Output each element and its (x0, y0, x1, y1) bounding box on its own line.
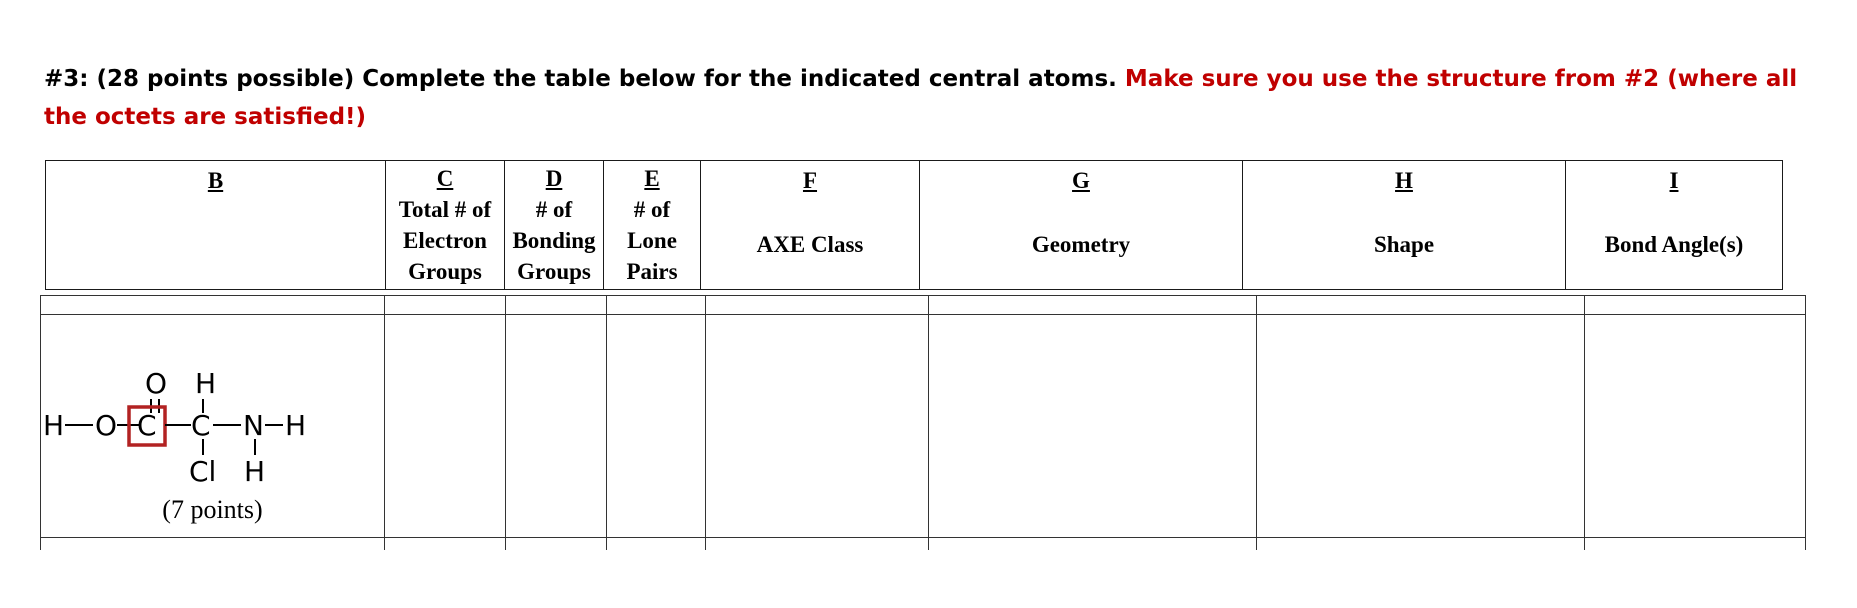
atom-o-top: O (145, 367, 168, 400)
stub-cell (607, 538, 706, 551)
answer-cell-g[interactable] (929, 315, 1257, 538)
col-e-line3: Pairs (626, 259, 678, 284)
col-g-header (920, 161, 1243, 290)
col-i-label: Bond Angle(s) (1604, 232, 1744, 257)
atom-o-left: O (95, 409, 118, 442)
spacer-cell (929, 296, 1257, 315)
atom-cl: Cl (189, 455, 217, 488)
col-d-line3: Groups (517, 259, 591, 284)
stub-cell (506, 538, 607, 551)
spacer-cell (506, 296, 607, 315)
atom-h-bottom: H (244, 455, 266, 488)
structure-cell (41, 315, 385, 538)
stub-cell (929, 538, 1257, 551)
stub-cell (385, 538, 506, 551)
spacer-cell (706, 296, 929, 315)
stub-cell (706, 538, 929, 551)
col-c-line1: Total # of (398, 197, 492, 222)
instruction-text: #3: (28 points possible) Complete the table below for the indicated central atoms. (44, 66, 1117, 92)
col-e-line1: # of (633, 197, 671, 222)
col-e-line2: Lone (627, 228, 677, 253)
answer-cell-i[interactable] (1585, 315, 1806, 538)
col-c-header (386, 161, 505, 290)
spacer-row (41, 296, 1806, 315)
col-c-letter: C (436, 166, 454, 191)
col-f-header (701, 161, 920, 290)
answer-cell-f[interactable] (706, 315, 929, 538)
col-b-header (46, 161, 386, 290)
col-h-label: Shape (1373, 232, 1435, 257)
spacer-cell (607, 296, 706, 315)
answer-cell-h[interactable] (1257, 315, 1585, 538)
atom-c-central: C (137, 409, 157, 442)
points-label: (7 points) (162, 495, 263, 524)
stub-cell (1257, 538, 1585, 551)
answer-cell-e[interactable] (607, 315, 706, 538)
answer-cell-c[interactable] (385, 315, 506, 538)
col-g-label: Geometry (1031, 232, 1131, 257)
spacer-cell (1257, 296, 1585, 315)
col-h-letter: H (1395, 168, 1413, 193)
table-row (41, 315, 1806, 538)
spacer-cell (1585, 296, 1806, 315)
col-d-line2: Bonding (512, 228, 596, 253)
col-d-line1: # of (535, 197, 573, 222)
col-c-line2: Electron (403, 228, 487, 253)
atom-n: N (243, 409, 264, 442)
instructions (44, 60, 1804, 136)
col-f-letter: F (802, 168, 818, 193)
instruction-emphasis: Make sure you use the structure from #2 (where all the octets are satisfied!) (44, 66, 1798, 130)
atom-c2: C (191, 409, 211, 442)
spacer-cell (41, 296, 385, 315)
col-e-letter: E (644, 166, 660, 191)
answer-cell-d[interactable] (506, 315, 607, 538)
col-d-letter: D (545, 166, 563, 191)
col-e-header (604, 161, 701, 290)
col-i-letter: I (1669, 168, 1679, 193)
atom-h-top: H (195, 367, 217, 400)
col-f-label: AXE Class (756, 232, 864, 257)
stub-cell (41, 538, 385, 551)
stub-cell (1585, 538, 1806, 551)
col-g-letter: G (1072, 168, 1090, 193)
col-b-letter: B (207, 168, 224, 193)
stub-row (41, 538, 1806, 551)
header-row (46, 161, 1783, 290)
lewis-structure (41, 333, 384, 503)
atom-h-left: H (43, 409, 65, 442)
header-table (45, 160, 1783, 290)
col-d-header (505, 161, 604, 290)
col-i-header (1566, 161, 1783, 290)
col-h-header (1243, 161, 1566, 290)
atom-h-right: H (285, 409, 307, 442)
answer-table (40, 295, 1806, 550)
col-c-line3: Groups (408, 259, 482, 284)
spacer-cell (385, 296, 506, 315)
